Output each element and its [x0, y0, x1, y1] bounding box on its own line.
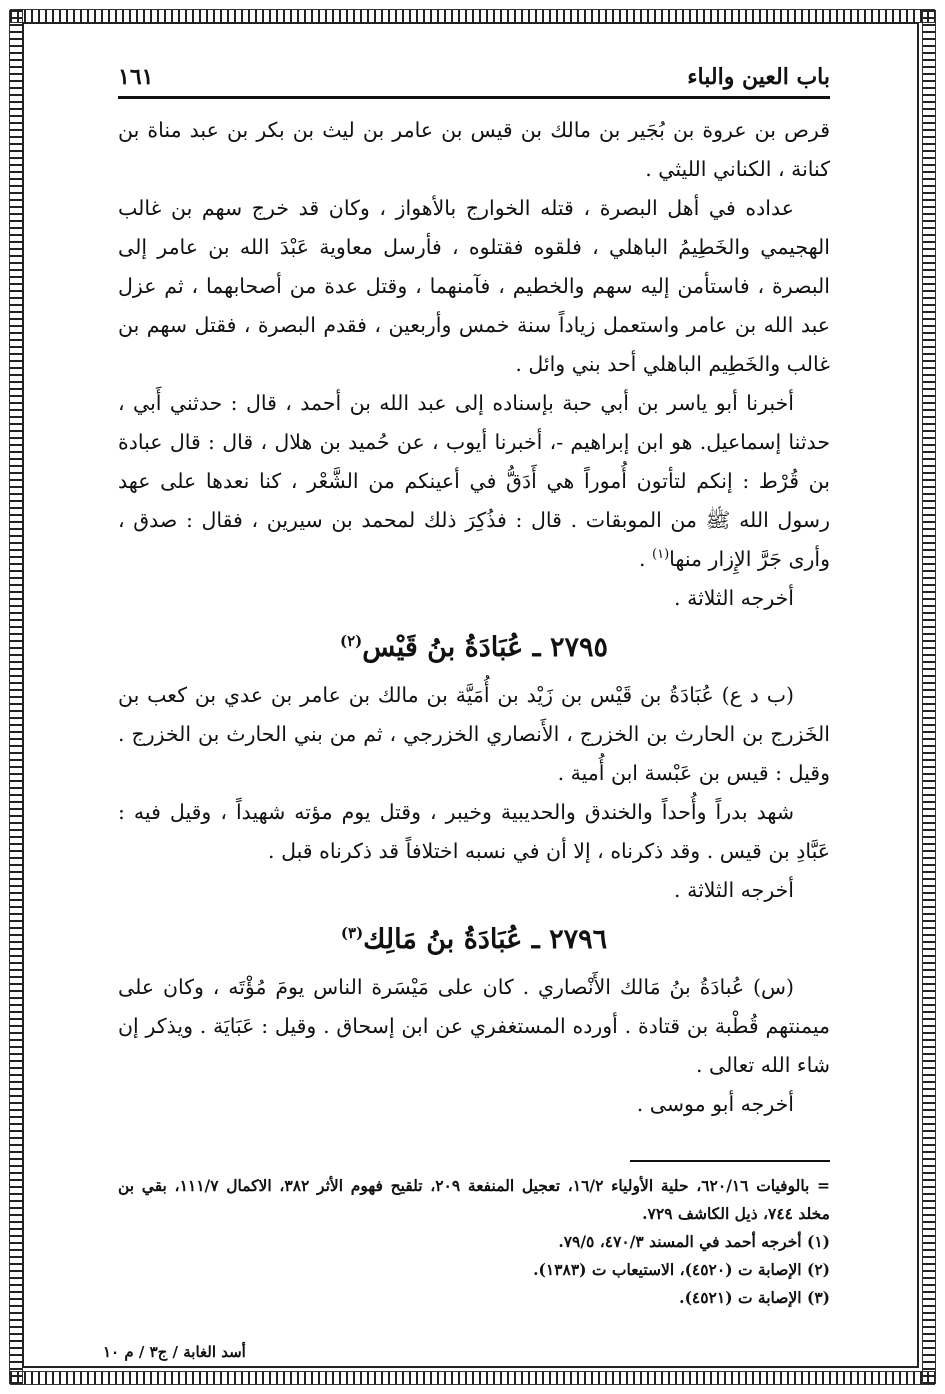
footnote: (٢) الإصابة ت (٤٥٢٠)، الاستيعاب ت (١٣٨٣).	[533, 1260, 830, 1279]
footnote-ref: (٢)	[339, 632, 363, 650]
entry-title: ٢٧٩٥ ـ عُبَادَةُ بنُ قَيْس	[362, 632, 608, 663]
running-header	[118, 60, 830, 99]
entry-heading-2796	[118, 916, 830, 964]
paragraph: أخرجه أبو موسى .	[636, 1092, 794, 1116]
printer-signature: أسد الغابة / ج٣ / م ١٠	[103, 1343, 246, 1361]
page-number: ١٦١	[118, 64, 154, 90]
footnote: (٣) الإصابة ت (٤٥٢١).	[679, 1288, 830, 1307]
page-content	[118, 60, 830, 1312]
ornamental-border-left	[9, 10, 23, 1384]
paragraph: أخبرنا أبو ياسر بن أبي حبة بإسناده إلى عبد الله بن أحمد ، قال : حدثني أَبي ، حدثنا إسماعيل. هو ابن إبراهيم -، أخبرنا أيوب ، عن حُميد بن هلال ، قال : قال عبادة بن قُرْط : إنكم لتأتون أُموراً هي أَدَقُّ في أعينكم من الشَّعْر ، كنا نعدها على عهد رسول الله ﷺ من الموبقات . قال : فذُكِرَ ذلك لمحمد بن سيرين ، فقال : صدق ، وأرى جَرَّ الإِزار منها$^{(١)}$ .	[118, 391, 830, 571]
footnote-ref: (٣)	[340, 924, 364, 942]
chapter-title: باب العين والباء	[687, 64, 830, 90]
paragraph: شهد بدراً وأُحداً والخندق والحديبية وخيبر ، وقتل يوم مؤته شهيداً ، وقيل فيه : عَبَّادِ بن قيس . وقد ذكرناه ، إلا أن في نسبه اختلافاً قد ذكرناه قبل .	[118, 800, 830, 863]
paragraph: قرص بن عروة بن بُجَير بن مالك بن قيس بن عامر بن ليث بن بكر بن عبد مناة بن كنانة ، الكناني الليثي .	[118, 118, 830, 181]
entry-title: ٢٧٩٦ ـ عُبَادَةُ بنُ مَالِك	[363, 924, 608, 955]
paragraph: أخرجه الثلاثة .	[674, 586, 794, 610]
paragraph: عداده في أهل البصرة ، قتله الخوارج بالأهواز ، وكان قد خرج سهم بن غالب الهجيمي والخَطِيمُ الباهلي ، فلقوه فقتلوه ، فأرسل معاوية عَبْدَ الله بن عامر إلى البصرة ، فاستأمن إليه سهم والخطيم ، فآمنهما ، وقتل عدة من أصحابهما ، ثم عزل عبد الله بن عامر واستعمل زياداً سنة خمس وأربعين ، فقدم البصرة ، فقتل سهم بن غالب والخَطِيم الباهلي أحد بني وائل .	[118, 196, 830, 376]
ornamental-border-bottom	[10, 1371, 935, 1385]
paragraph: (ب د ع) عُبَادَةُ بن قَيْس بن زَيْد بن أُمَيَّة بن مالك بن عامر بن عدي بن كعب بن الخَزرج بن الحارث بن الخزرج ، الأَنصاري الخزرجي ، ثم من بني الحارث بن الخزرج . وقيل : قيس بن عَبْسة ابن أُمية .	[118, 683, 830, 785]
paragraph: (س) عُبادَةُ بنُ مَالك الأَنْصاري . كان على مَيْسَرة الناس يومَ مُؤْتَه ، وكان على ميمنتهم قُطْبة بن قتادة . أورده المستغفري عن ابن إسحاق . وقيل : عَبَايَة . ويذكر إن شاء الله تعالى .	[118, 975, 830, 1077]
footnote: = بالوفيات ٦٢٠/١٦، حلية الأولياء ١٦/٢، تعجيل المنفعة ٢٠٩، تلقيح فهوم الأثر ٣٨٢، الاكمال ١١١/٧، بقي بن مخلد ٧٤٤، ذيل الكاشف ٧٢٩.	[118, 1176, 831, 1223]
entry-heading-2795	[118, 624, 830, 672]
paragraph-text: أخبرنا أبو ياسر بن أبي حبة بإسناده إلى عبد الله بن أحمد ، قال : حدثني أَبي ، حدثنا إسماعيل. هو ابن إبراهيم -، أخبرنا أيوب ، عن حُميد بن هلال ، قال : قال عبادة بن قُرْط : إنكم لتأتون أُموراً هي أَدَقُّ في أعينكم من الشَّعْر ، كنا نعدها على عهد رسول الله ﷺ من الموبقات . قال : فذُكِرَ ذلك لمحمد بن سيرين ، فقال : صدق ، وأرى جَرَّ الإِزار منها	[118, 391, 830, 571]
ornamental-border-top	[10, 9, 935, 23]
footnote-ref: (١)	[652, 547, 670, 563]
footnote: (١) أخرجه أحمد في المسند ٤٧٠/٣، ٧٩/٥.	[558, 1232, 830, 1251]
paragraph: أخرجه الثلاثة .	[674, 878, 794, 902]
footnotes	[118, 1172, 830, 1312]
ornamental-border-right	[922, 10, 936, 1384]
footnote-separator	[630, 1160, 830, 1162]
main-text	[118, 111, 830, 1124]
